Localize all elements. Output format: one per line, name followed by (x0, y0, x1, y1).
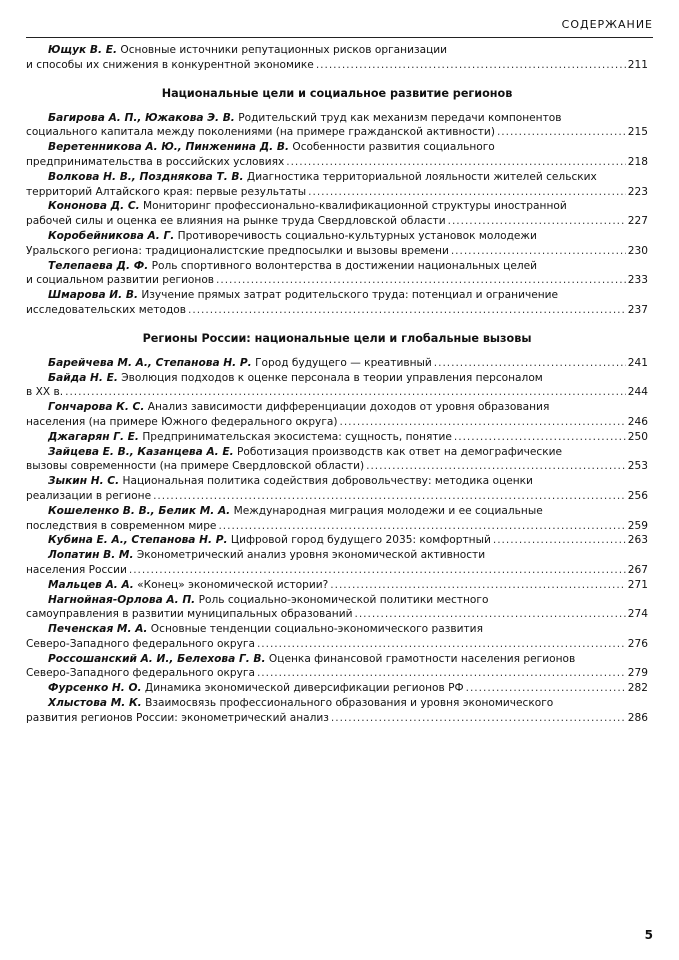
toc-entry[interactable] (26, 356, 648, 371)
entry-title-line: Национальная политика содействия добровольчеству: методика оценки (122, 475, 533, 488)
dot-leader (355, 607, 626, 622)
toc-entry[interactable] (26, 140, 648, 170)
entry-title-line: Международная миграция молодежи и ее социальные (233, 504, 543, 517)
entry-title-line: последствия в современном мире (26, 519, 217, 532)
dot-leader (316, 58, 626, 73)
entry-page-number: 244 (627, 386, 648, 399)
dot-leader (65, 385, 626, 400)
entry-title-line: Северо-Западного федерального округа (26, 637, 255, 650)
entry-title-line: Роль социально-экономической политики местного (198, 593, 489, 606)
entry-title-line: самоуправления в развитии муниципальных образований (26, 608, 353, 621)
entry-title-line: «Конец» экономической истории? (137, 578, 329, 591)
entry-author: Веретенникова А. Ю., Пинженина Д. В. (48, 141, 289, 154)
entry-title-line: населения (на примере Южного федерального округа) (26, 415, 338, 428)
entry-page-number: 267 (627, 563, 648, 576)
entry-author: Хлыстова М. К. (48, 697, 142, 710)
entry-title-line: Диагностика территориальной лояльности жителей сельских (246, 170, 597, 183)
dot-leader (216, 273, 626, 288)
toc-entry[interactable] (26, 593, 648, 623)
entry-title-line: Особенности развития социального (292, 141, 495, 154)
dot-leader (286, 155, 626, 170)
entry-title-line: Основные тенденции социально-экономического развития (150, 623, 483, 636)
entry-page-number: 233 (627, 274, 648, 287)
entry-author: Гончарова К. С. (48, 401, 145, 414)
dot-leader (451, 244, 626, 259)
entry-title-line: Оценка финансовой грамотности населения регионов (268, 652, 576, 665)
dot-leader (331, 711, 626, 726)
section-heading: Регионы России: национальные цели и глобальные вызовы (142, 331, 532, 345)
dot-leader (308, 185, 626, 200)
entry-title-line: Динамика экономической диверсификации регионов РФ (144, 682, 464, 695)
toc-entry[interactable] (26, 474, 648, 504)
entry-author: Коробейникова А. Г. (48, 229, 175, 242)
dot-leader (218, 519, 625, 534)
entry-title-line: Роль спортивного волонтерства в достижении национальных целей (151, 259, 538, 272)
toc-entry[interactable] (26, 681, 648, 696)
entry-title-line: Роботизация производств как ответ на демографические (237, 445, 563, 458)
entry-page-number: 246 (627, 415, 648, 428)
entry-title-line: Мониторинг профессионально-квалификационной структуры иностранной (143, 200, 567, 213)
entry-author: Шмарова И. В. (48, 289, 138, 302)
dot-leader (448, 214, 626, 229)
entry-title-line: Северо-Западного федерального округа (26, 667, 255, 680)
entry-page-number: 274 (627, 608, 648, 621)
entry-page-number: 256 (627, 489, 648, 502)
toc-entry[interactable] (26, 400, 648, 430)
toc-entry[interactable] (26, 696, 648, 726)
entry-page-number: 211 (627, 58, 648, 71)
entry-title-line: Родительский труд как механизм передачи компонентов (238, 111, 562, 124)
entry-author: Телепаева Д. Ф. (48, 259, 149, 272)
entry-author: Ющук В. Е. (48, 44, 117, 56)
toc-entry[interactable] (26, 170, 648, 200)
toc-entry[interactable] (26, 430, 648, 445)
header-rule (26, 37, 653, 38)
entry-page-number: 259 (627, 519, 648, 532)
section-heading: Национальные цели и социальное развитие регионов (161, 86, 513, 100)
entry-title-line: Предпринимательская экосистема: сущность, понятие (142, 430, 452, 443)
entry-title-line: Взаимосвязь профессионального образования и уровня экономического (145, 697, 554, 710)
entry-title-line: Анализ зависимости дифференциации доходов от уровня образования (147, 401, 550, 414)
dot-leader (330, 578, 625, 593)
entry-title-line: развития регионов России: эконометрический анализ (26, 711, 329, 724)
dot-leader (434, 356, 626, 371)
entry-title-line: Уральского региона: традиционалистские предпосылки и вызовы времени (26, 244, 449, 257)
entry-author: Барейчева М. А., Степанова Н. Р. (48, 356, 252, 369)
toc-entry[interactable] (26, 652, 648, 682)
entry-page-number: 215 (627, 126, 648, 139)
toc-entry[interactable] (26, 229, 648, 259)
toc-entry[interactable] (26, 548, 648, 578)
entry-title-line: Эволюция подходов к оценке персонала в теории управления персоналом (121, 371, 543, 384)
entry-title-line: Цифровой город будущего 2035: комфортный (230, 534, 491, 547)
entry-author: Байда Н. Е. (48, 371, 118, 384)
entry-page-number: 223 (627, 185, 648, 198)
toc-entry[interactable] (26, 259, 648, 289)
entry-page-number: 271 (627, 578, 648, 591)
entry-page-number: 263 (627, 534, 648, 547)
entry-author: Джагарян Г. Е. (48, 430, 139, 443)
toc-entry[interactable] (26, 533, 648, 548)
entry-author: Мальцев А. А. (48, 578, 134, 591)
dot-leader (153, 489, 626, 504)
entry-title-line: населения России (26, 563, 127, 576)
entry-title-line: и социальном развитии регионов (26, 274, 215, 287)
entry-page-number: 230 (627, 244, 648, 257)
entry-page-number: 282 (627, 682, 648, 695)
entry-title-line: Основные источники репутационных рисков организации (120, 44, 448, 56)
entry-page-number: 218 (627, 155, 648, 168)
toc-entry[interactable] (26, 288, 648, 318)
entry-page-number: 237 (627, 303, 648, 316)
dot-leader (257, 637, 626, 652)
entry-author: Россошанский А. И., Белехова Г. В. (48, 652, 266, 665)
entry-author: Лопатин В. М. (48, 549, 134, 562)
entry-page-number: 227 (627, 215, 648, 228)
entry-author: Зыкин Н. С. (48, 475, 120, 488)
dot-leader (466, 681, 626, 696)
entry-author: Кубина Е. А., Степанова Н. Р. (48, 534, 228, 547)
entry-title-line: Изучение прямых затрат родительского труда: потенциал и ограничение (141, 289, 559, 302)
toc-entry[interactable] (26, 111, 648, 141)
entry-title-line: рабочей силы и оценка ее влияния на рынке труда Свердловской области (26, 215, 446, 228)
toc-entry[interactable] (26, 504, 648, 534)
entry-author: Кошеленко В. В., Белик М. А. (48, 504, 231, 517)
dot-leader (340, 415, 626, 430)
entry-title-line: Противоречивость социально-культурных установок молодежи (177, 229, 537, 242)
toc-entry[interactable] (26, 578, 648, 593)
entry-title-line: и способы их снижения в конкурентной экономике (26, 58, 314, 71)
entry-author: Фурсенко Н. О. (48, 682, 142, 695)
entry-title-line: вызовы современности (на примере Свердловской области) (26, 460, 365, 473)
table-of-contents (26, 43, 648, 726)
running-header: СОДЕРЖАНИЕ (561, 18, 653, 31)
toc-entry[interactable] (26, 445, 648, 475)
entry-title-line: территорий Алтайского края: первые результаты (26, 185, 307, 198)
dot-leader (493, 533, 626, 548)
entry-page-number: 253 (627, 460, 648, 473)
toc-entry[interactable] (26, 622, 648, 652)
dot-leader (366, 459, 626, 474)
entry-page-number: 279 (627, 667, 648, 680)
dot-leader (257, 666, 626, 681)
entry-title-line: Город будущего — креативный (255, 356, 432, 369)
entry-title-line: реализации в регионе (26, 489, 152, 502)
entry-author: Нагнойная-Орлова А. П. (48, 593, 196, 606)
entry-author: Зайцева Е. В., Казанцева А. Е. (48, 445, 234, 458)
entry-page-number: 276 (627, 637, 648, 650)
entry-author: Волкова Н. В., Позднякова Т. В. (48, 170, 244, 183)
entry-author: Багирова А. П., Южакова Э. В. (48, 111, 235, 124)
entry-page-number: 241 (627, 356, 648, 369)
entry-title-line: Эконометрический анализ уровня экономической активности (136, 549, 486, 562)
toc-entry[interactable] (26, 199, 648, 229)
entry-title-line: предпринимательства в российских условиях (26, 155, 285, 168)
page-number: 5 (644, 928, 653, 942)
toc-entry[interactable] (26, 371, 648, 401)
dot-leader (454, 430, 626, 445)
entry-title-line: исследовательских методов (26, 303, 187, 316)
entry-title-line: в XX в. (26, 386, 64, 399)
entry-author: Печенская М. А. (48, 623, 148, 636)
entry-page-number: 250 (627, 430, 648, 443)
entry-title-line: социального капитала между поколениями (на примере гражданской активности) (26, 126, 495, 139)
entry-author: Кононова Д. С. (48, 200, 140, 213)
dot-leader (188, 303, 626, 318)
toc-entry[interactable] (26, 43, 648, 73)
dot-leader (129, 563, 626, 578)
entry-page-number: 286 (627, 711, 648, 724)
dot-leader (497, 125, 626, 140)
